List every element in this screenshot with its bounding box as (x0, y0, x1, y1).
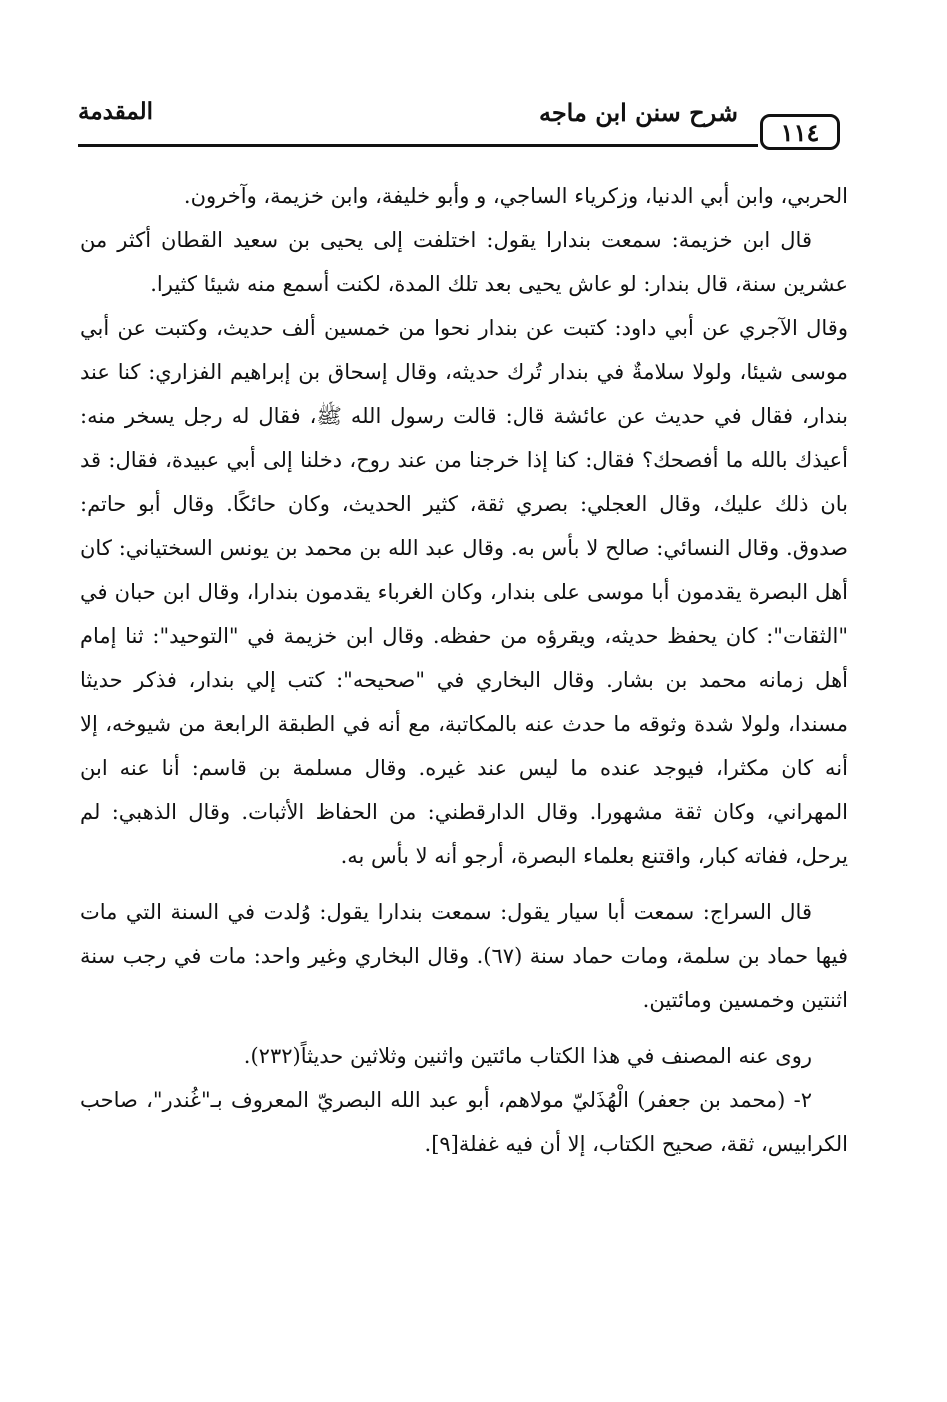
header-rule (78, 144, 758, 147)
section-title: المقدمة (78, 98, 154, 125)
paragraph-3: وقال الآجري عن أبي داود: كتبت عن بندار نحوا من خمسين ألف حديث، وكتبت عن أبي موسى شيئا، ولولا سلامةٌ في بندار تُرك حديثه، وقال إسحاق بن إبراهيم الفزاري: كنا عند بندار، فقال في حديث عن عائشة قال: قالت رسول الله ﷺ، فقال له رجل يسخر منه: أعيذك بالله ما أفصحك؟ فقال: كنا إذا خرجنا من عند روح، دخلنا إلى أبي عبيدة، فقال: قد بان ذلك عليك، وقال العجلي: بصري ثقة، كثير الحديث، وكان حائكًا. وقال أبو حاتم: صدوق. وقال النسائي: صالح لا بأس به. وقال عبد الله بن محمد بن يونس السختياني: كان أهل البصرة يقدمون أبا موسى على بندار، وكان الغرباء يقدمون بندارا، وقال ابن حبان في "الثقات": كان يحفظ حديثه، ويقرؤه من حفظه. وقال ابن خزيمة في "التوحيد": ثنا إمام أهل زمانه محمد بن بشار. وقال البخاري في "صحيحه": كتب إلي بندار، فذكر حديثا مسندا، ولولا شدة وثوقه ما حدث عنه بالمكاتبة، مع أنه في الطبقة الرابعة من شيوخه، إلا أنه كان مكثرا، فيوجد عنده ما ليس عند غيره. وقال مسلمة بن قاسم: أنا عنه ابن المهراني، وكان ثقة مشهورا. وقال الدارقطني: من الحفاظ الأثبات. وقال الذهبي: لم يرحل، ففاته كبار، واقتنع بعلماء البصرة، أرجو أنه لا بأس به. (80, 316, 848, 868)
paragraph-4: قال السراج: سمعت أبا سيار يقول: سمعت بندارا يقول: وُلدت في السنة التي مات فيها حماد بن سلمة، ومات حماد سنة (٦٧). وقال البخاري وغير واحد: مات في رجب سنة اثنتين وخمسين ومائتين. (80, 900, 848, 1012)
page-header (78, 96, 850, 156)
page-number: ١١٤ (760, 114, 840, 150)
paragraph-5: روى عنه المصنف في هذا الكتاب مائتين واثنين وثلاثين حديثاً(٢٣٢). (243, 1044, 812, 1068)
paragraph-6: ٢- (محمد بن جعفر) الْهُذَليّ مولاهم، أبو عبد الله البصريّ المعروف بـ"غُندر"، صاحب الكرابيس، ثقة، صحيح الكتاب، إلا أن فيه غفلة[٩]. (80, 1088, 848, 1156)
paragraph-2: قال ابن خزيمة: سمعت بندارا يقول: اختلفت إلى يحيى بن سعيد القطان أكثر من عشرين سنة، قال بندار: لو عاش يحيى بعد تلك المدة، لكنت أسمع منه شيئا كثيرا. (80, 228, 848, 296)
body-text (80, 174, 848, 1166)
paragraph-1: الحربي، وابن أبي الدنيا، وزكرياء الساجي، و وأبو خليفة، وابن خزيمة، وآخرون. (183, 184, 848, 208)
book-title: شرح سنن ابن ماجه (538, 98, 738, 127)
